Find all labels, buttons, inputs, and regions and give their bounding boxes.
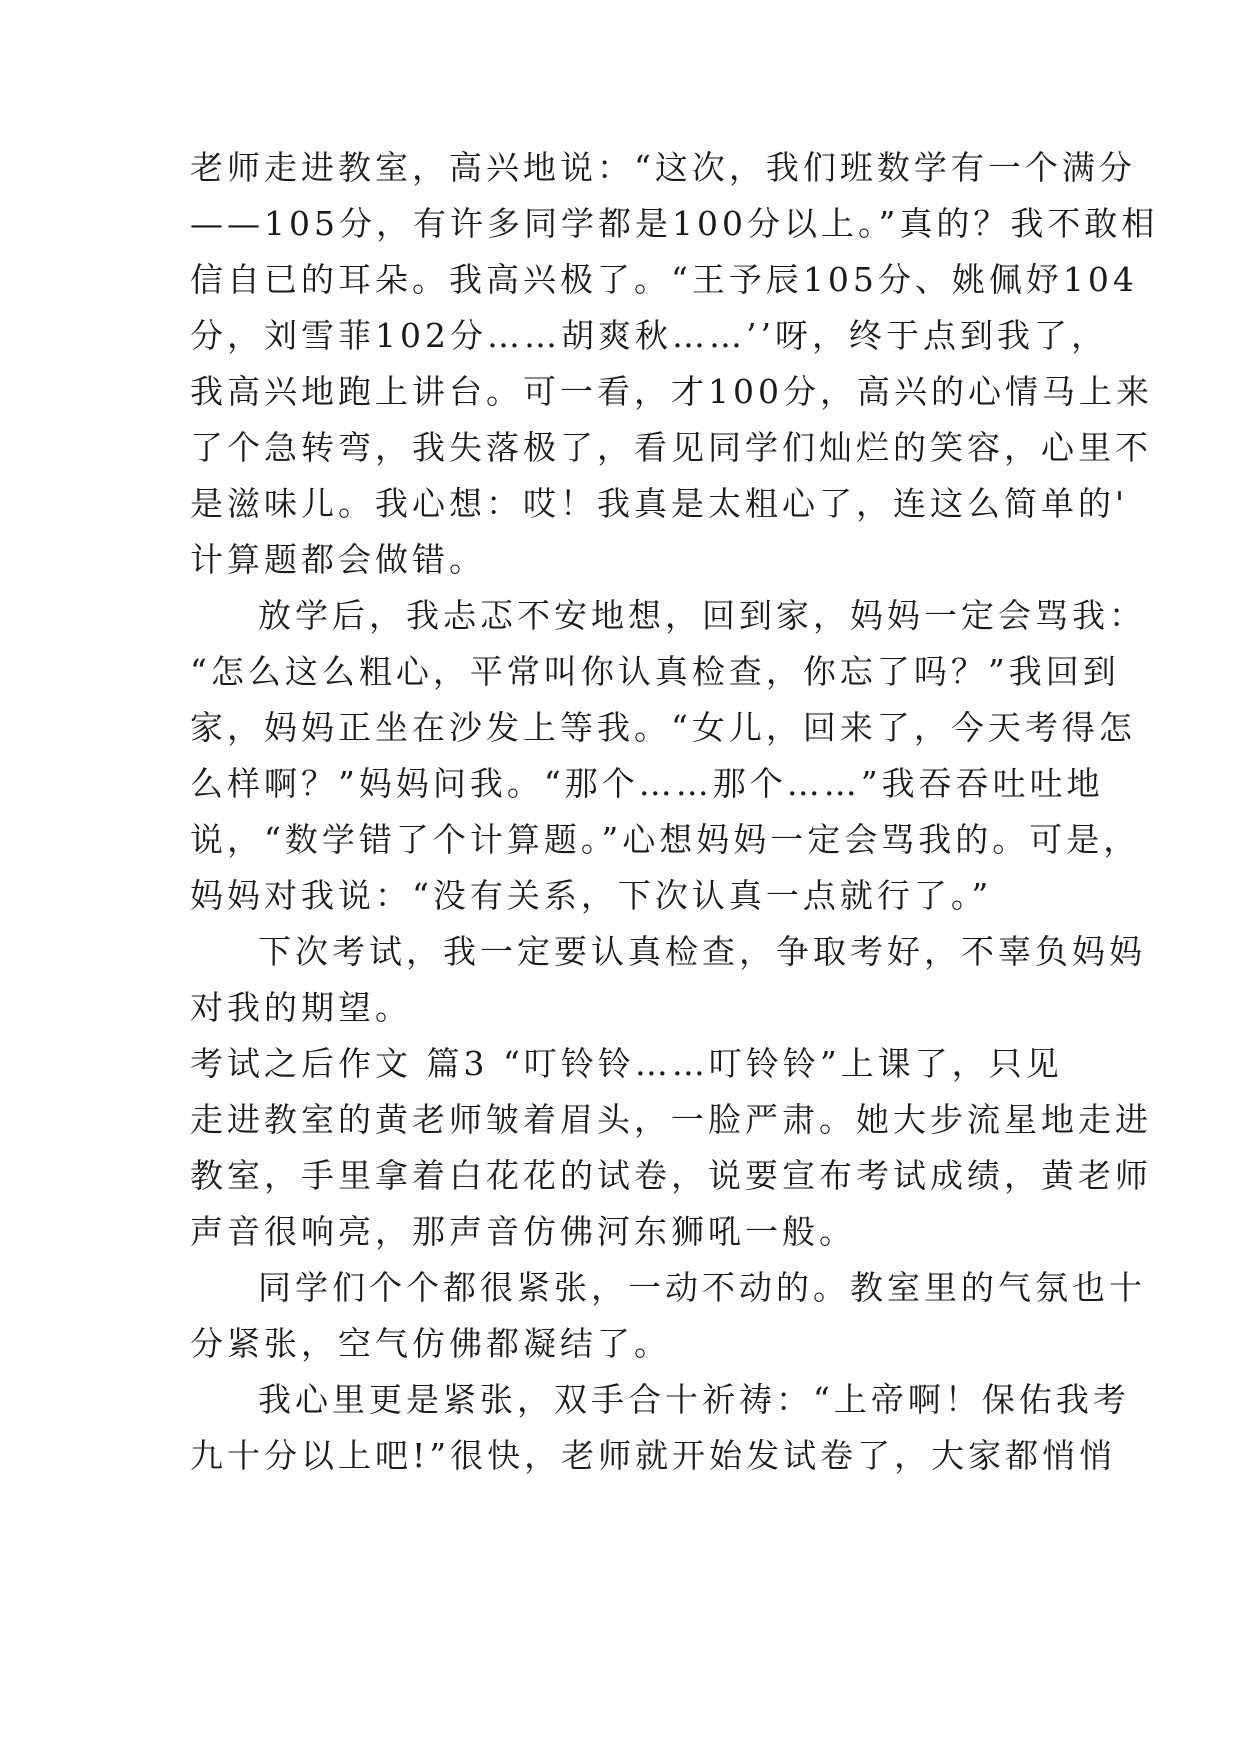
paragraph-line: 了个急转弯，我失落极了，看见同学们灿烂的笑容，心里不	[190, 428, 1152, 467]
paragraph-line: 我高兴地跑上讲台。可一看，才100分，高兴的心情马上来	[190, 372, 1153, 411]
paragraph-line: 说，“数学错了个计算题。”心想妈妈一定会骂我的。可是，	[190, 820, 1141, 859]
paragraph-line: 教室，手里拿着白花花的试卷，说要宣布考试成绩，黄老师	[190, 1156, 1152, 1195]
paragraph-line: 分紧张，空气仿佛都凝结了。	[190, 1324, 671, 1363]
paragraph-line: 妈妈对我说：“没有关系，下次认真一点就行了。”	[190, 876, 993, 915]
paragraph-line: 么样啊？”妈妈问我。“那个……那个……”我吞吞吐吐地	[190, 764, 1104, 803]
paragraph-line: 老师走进教室，高兴地说：“这次，我们班数学有一个满分	[190, 148, 1136, 187]
paragraph-line: 声音很响亮，那声音仿佛河东狮吼一般。	[190, 1212, 856, 1251]
paragraph-line: 走进教室的黄老师皱着眉头，一脸严肃。她大步流星地走进	[190, 1100, 1152, 1139]
paragraph-line: 家，妈妈正坐在沙发上等我。“女儿，回来了，今天考得怎	[190, 708, 1136, 747]
paragraph-line: 信自已的耳朵。我高兴极了。“王予辰105分、姚佩妤104	[190, 260, 1138, 299]
paragraph-line: 下次考试，我一定要认真检查，争取考好，不辜负妈妈	[258, 932, 1146, 971]
paragraph-line: 是滋味儿。我心想：哎！我真是太粗心了，连这么简单的'	[190, 484, 1129, 523]
paragraph-line: 我心里更是紧张，双手合十祈祷：“上帝啊！保佑我考	[258, 1380, 1130, 1419]
section-heading-line: 考试之后作文 篇3 “叮铃铃……叮铃铃”上课了，只见	[190, 1044, 1063, 1083]
paragraph-line: 九十分以上吧!”很快，老师就开始发试卷了，大家都悄悄	[190, 1436, 1117, 1475]
paragraph-line: ——105分，有许多同学都是100分以上。”真的？我不敢相	[190, 204, 1159, 243]
paragraph-line: 分，刘雪菲102分……胡爽秋……’’呀，终于点到我了，	[190, 316, 1108, 355]
paragraph-line: 对我的期望。	[190, 988, 412, 1027]
paragraph-line: 计算题都会做错。	[190, 540, 486, 579]
paragraph-line: “怎么这么粗心，平常叫你认真检查，你忘了吗？”我回到	[190, 652, 1120, 691]
paragraph-line: 同学们个个都很紧张，一动不动的。教室里的气氛也十	[258, 1268, 1146, 1307]
paragraph-line: 放学后，我忐忑不安地想，回到家，妈妈一定会骂我：	[258, 596, 1146, 635]
